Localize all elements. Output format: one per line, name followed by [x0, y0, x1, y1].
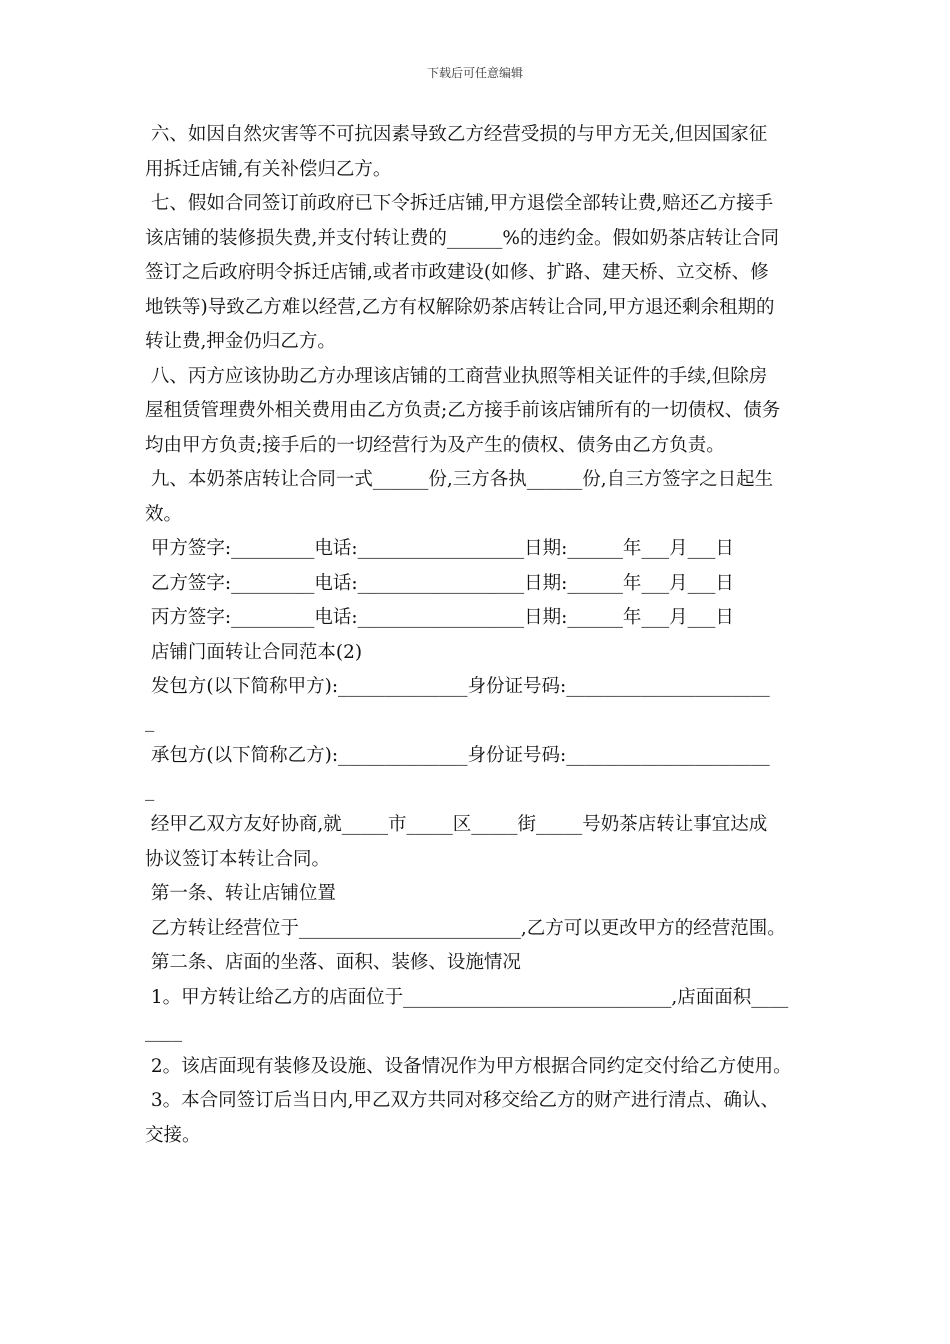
text-line: 八、丙方应该协助乙方办理该店铺的工商营业执照等相关证件的手续,但除房 [145, 365, 768, 387]
text-line: 2。该店面现有装修及设施、设备情况作为甲方根据合同约定交付给乙方使用。 [145, 1055, 792, 1077]
text-line: 经甲乙双方友好协商,就_____市_____区_____街_____号奶茶店转让事宜达成 [145, 814, 768, 835]
section-title: 店铺门面转让合同范本(2) [145, 641, 363, 663]
page-header: 下载后可任意编辑 [426, 66, 523, 80]
signature-line: 丙方签字:_________电话:__________________日期:______年___月___日 [145, 607, 734, 628]
text-line: 九、本奶茶店转让合同一式______份,三方各执______份,自三方签字之日起生 [145, 469, 774, 490]
signature-line: 乙方签字:_________电话:__________________日期:______年___月___日 [145, 572, 734, 594]
text-line: 用拆迁店铺,有关补偿归乙方。 [145, 158, 392, 180]
document-body [145, 118, 810, 1153]
text-line: _ [145, 710, 155, 732]
text-line: 地铁等)导致乙方难以经营,乙方有权解除奶茶店转让合同,甲方退还剩余租期的 [145, 296, 775, 318]
clause-heading: 第一条、转让店铺位置 [145, 883, 336, 904]
text-line: 发包方(以下简称甲方):______________身份证号码:______________________ [145, 676, 770, 697]
text-line: 签订之后政府明令拆迁店铺,或者市政建设(如修、扩路、建天桥、立交桥、修 [145, 262, 769, 283]
text-line: 效。 [145, 503, 183, 525]
text-line: 3。本合同签订后当日内,甲乙双方共同对移交给乙方的财产进行清点、确认、 [145, 1090, 780, 1111]
text-line: 1。甲方转让给乙方的店面位于_____________________________,店面面积____ [145, 986, 789, 1008]
text-line: 承包方(以下简称乙方):______________身份证号码:______________________ [145, 745, 770, 766]
clause-heading: 第二条、店面的坐落、面积、装修、设施情况 [145, 952, 521, 973]
text-line: 均由甲方负责;接手后的一切经营行为及产生的债权、债务由乙方负责。 [145, 434, 725, 456]
text-line: 交接。 [145, 1124, 201, 1146]
text-line: _ [145, 779, 155, 801]
text-line: 七、假如合同签订前政府已下令拆迁店铺,甲方退偿全部转让费,赔还乙方接手 [145, 193, 774, 214]
text-line: 乙方转让经营位于________________________,乙方可以更改甲方的经营范围。 [145, 917, 786, 939]
text-line: 六、如因自然灾害等不可抗因素导致乙方经营受损的与甲方无关,但因国家征 [145, 124, 768, 145]
text-line: 屋租赁管理费外相关费用由乙方负责;乙方接手前该店铺所有的一切债权、债务 [145, 400, 781, 421]
text-line: ____ [145, 1021, 182, 1042]
text-line: 协议签订本转让合同。 [145, 848, 331, 870]
text-line: 转让费,押金仍归乙方。 [145, 331, 336, 352]
text-line: 该店铺的装修损失费,并支付转让费的______%的违约金。假如奶茶店转让合同 [145, 227, 779, 249]
signature-line: 甲方签字:_________电话:__________________日期:______年___月___日 [145, 538, 734, 559]
